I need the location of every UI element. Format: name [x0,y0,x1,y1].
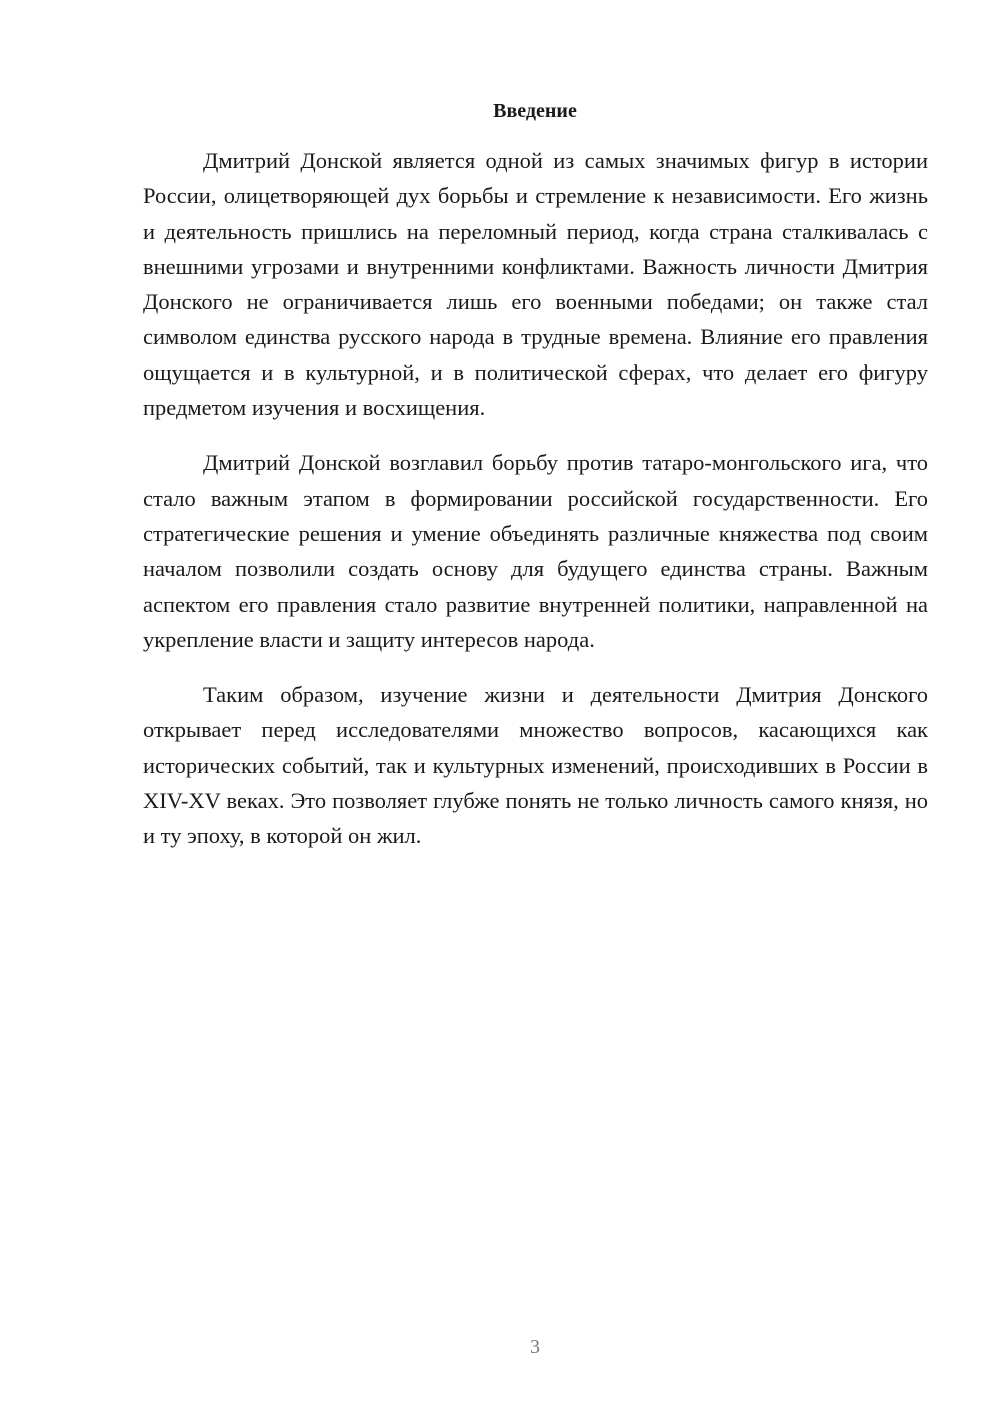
paragraph-3: Таким образом, изучение жизни и деятельности Дмитрия Донского открывает перед исследователями множество вопросов, касающихся как исторических событий, так и культурных изменений, происходивших в России в XIV-XV веках. Это позволяет глубже понять не только личность самого князя, но и ту эпоху, в которой он жил. [143,682,928,849]
paragraph-1: Дмитрий Донской является одной из самых значимых фигур в истории России, олицетворяющей дух борьбы и стремление к независимости. Его жизнь и деятельность пришлись на переломный период, когда страна сталкивалась с внешними угрозами и внутренними конфликтами. Важность личности Дмитрия Донского не ограничивается лишь его военными победами; он также стал символом единства русского народа в трудные времена. Влияние его правления ощущается и в культурной, и в политической сферах, что делает его фигуру предметом изучения и восхищения. [143,148,928,421]
paragraph-2: Дмитрий Донской возглавил борьбу против татаро-монгольского ига, что стало важным этапом в формировании российской государственности. Его стратегические решения и умение объединять различные княжества под своим началом позволили создать основу для будущего единства страны. Важным аспектом его правления стало развитие внутренней политики, направленной на укрепление власти и защиту интересов народа. [143,450,928,652]
body-text [143,143,928,854]
section-heading: Введение [493,100,577,122]
page-number: 3 [530,1336,540,1358]
